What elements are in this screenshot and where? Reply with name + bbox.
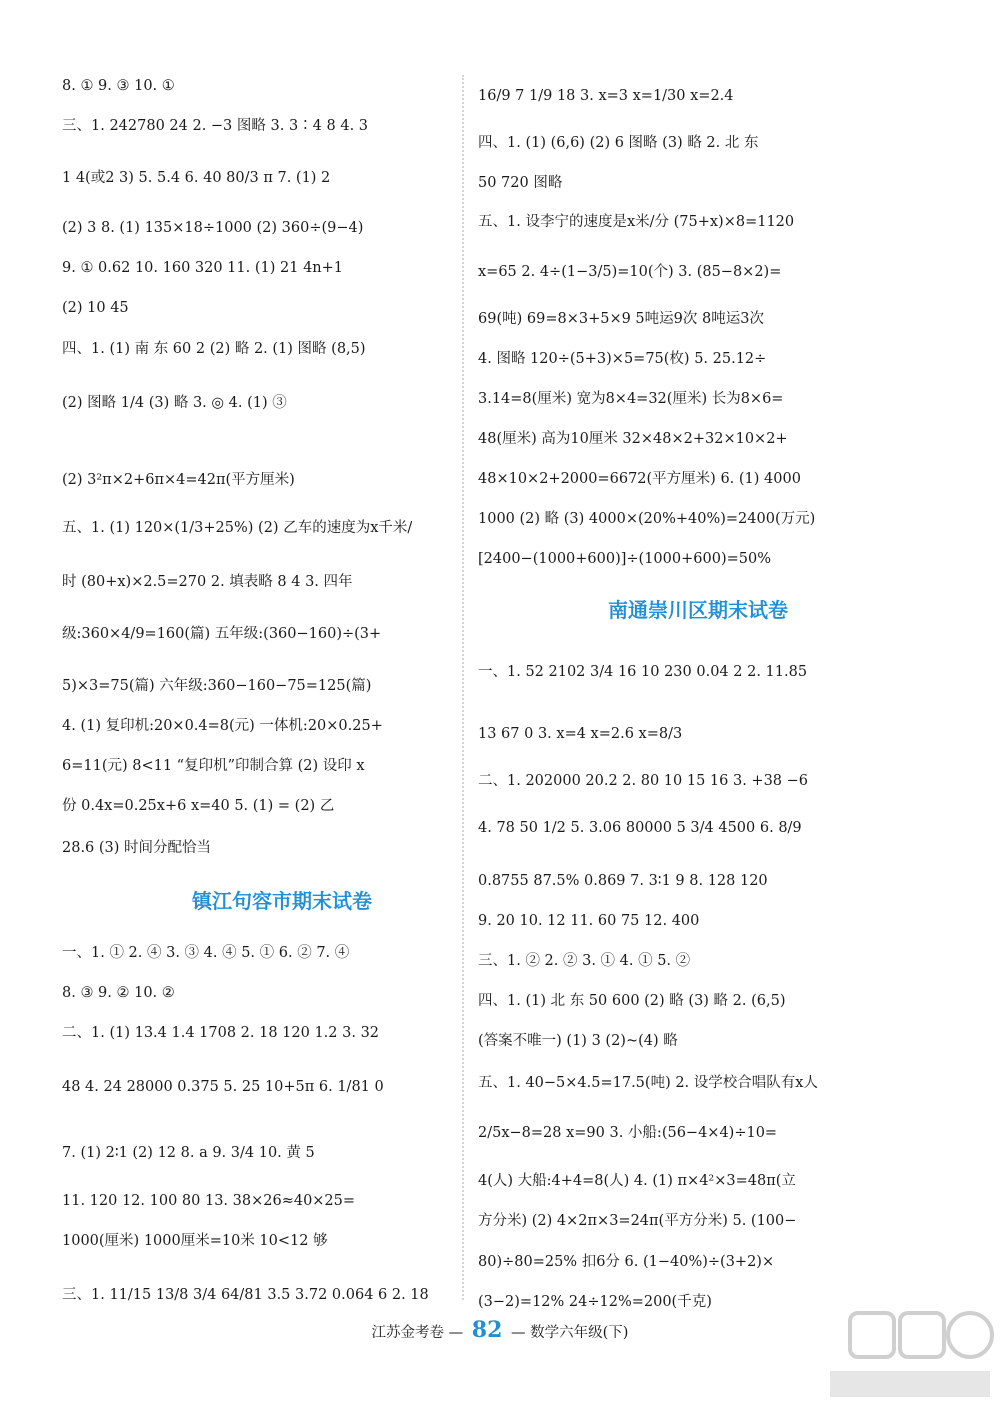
answer-line: 三、1. ② 2. ② 3. ① 4. ① 5. ② xyxy=(478,953,691,969)
answer-line: (2) 图略 1/4 (3) 略 3. ◎ 4. (1) ③ xyxy=(62,395,287,411)
answer-line: 9. 20 10. 12 11. 60 75 12. 400 xyxy=(478,913,700,929)
answer-line: 80)÷80=25% 扣6分 6. (1−40%)÷(3+2)× xyxy=(478,1254,775,1270)
answer-line: 四、1. (1) (6,6) (2) 6 图略 (3) 略 2. 北 东 xyxy=(478,135,759,151)
answer-line: 五、1. 设李宁的速度是x米/分 (75+x)×8=1120 xyxy=(478,214,795,230)
watermark-logo xyxy=(812,1305,1000,1405)
footer-dash-left: — xyxy=(448,1325,464,1341)
answer-line: 5)×3=75(篇) 六年级:360−160−75=125(篇) xyxy=(62,678,372,694)
answer-line: (3−2)=12% 24÷12%=200(千克) xyxy=(478,1294,712,1310)
answer-line: 五、1. 40−5×4.5=17.5(吨) 2. 设学校合唱队有x人 xyxy=(478,1075,818,1091)
answer-line: (2) 10 45 xyxy=(62,300,129,316)
section-heading: 镇江句容市期末试卷 xyxy=(192,889,372,913)
answer-line: [2400−(1000+600)]÷(1000+600)=50% xyxy=(478,551,771,567)
answer-line: 7. (1) 2∶1 (2) 12 8. a 9. 3/4 10. 黄 5 xyxy=(62,1145,315,1161)
answer-line: 3.14=8(厘米) 宽为8×4=32(厘米) 长为8×6= xyxy=(478,391,784,407)
answer-line: 69(吨) 69=8×3+5×9 5吨运9次 8吨运3次 xyxy=(478,311,764,327)
answer-line: 1000(厘米) 1000厘米=10米 10<12 够 xyxy=(62,1233,328,1249)
answer-line: 48 4. 24 28000 0.375 5. 25 10+5π 6. 1/81 0 xyxy=(62,1079,384,1095)
answer-line: 三、1. 11/15 13/8 3/4 64/81 3.5 3.72 0.064 6 2. 18 xyxy=(62,1287,429,1303)
page-number: 82 xyxy=(471,1317,503,1343)
answer-line: 48×10×2+2000=6672(平方厘米) 6. (1) 4000 xyxy=(478,471,801,487)
answer-line: (2) 3²π×2+6π×4=42π(平方厘米) xyxy=(62,472,295,488)
answer-line: 4. 78 50 1/2 5. 3.06 80000 5 3/4 4500 6. 8/9 xyxy=(478,820,802,836)
answer-line: 五、1. (1) 120×(1/3+25%) (2) 乙车的速度为x千米/ xyxy=(62,520,413,536)
footer-dash-right: — xyxy=(511,1325,526,1341)
answer-line: 一、1. ① 2. ④ 3. ③ 4. ④ 5. ① 6. ② 7. ④ xyxy=(62,945,350,961)
answer-line: 48(厘米) 高为10厘米 32×48×2+32×10×2+ xyxy=(478,431,788,447)
answer-line: 8. ① 9. ③ 10. ① xyxy=(62,78,175,94)
answer-line: 28.6 (3) 时间分配恰当 xyxy=(62,840,212,856)
answer-line: x=65 2. 4÷(1−3/5)=10(个) 3. (85−8×2)= xyxy=(478,264,782,280)
answer-line: 级:360×4/9=160(篇) 五年级:(360−160)÷(3+ xyxy=(62,626,382,642)
answer-line: (2) 3 8. (1) 135×18÷1000 (2) 360÷(9−4) xyxy=(62,220,364,236)
answer-line: 8. ③ 9. ② 10. ② xyxy=(62,985,175,1001)
answer-line: 时 (80+x)×2.5=270 2. 填表略 8 4 3. 四年 xyxy=(62,574,353,590)
footer-book-title: 江苏金考卷 xyxy=(371,1325,445,1341)
answer-line: 1 4(或2 3) 5. 5.4 6. 40 80/3 π 7. (1) 2 xyxy=(62,170,331,186)
answer-line: 2/5x−8=28 x=90 3. 小船:(56−4×4)÷10= xyxy=(478,1125,778,1141)
answer-line: 13 67 0 3. x=4 x=2.6 x=8/3 xyxy=(478,726,683,742)
column-divider xyxy=(462,75,464,1300)
answer-line: 二、1. 202000 20.2 2. 80 10 15 16 3. +38 −6 xyxy=(478,773,809,789)
answer-line: 方分米) (2) 4×2π×3=24π(平方分米) 5. (100− xyxy=(478,1213,797,1229)
answer-line: 一、1. 52 2102 3/4 16 10 230 0.04 2 2. 11.85 xyxy=(478,664,808,680)
footer-subject: 数学六年级(下) xyxy=(530,1325,629,1341)
answer-line: 三、1. 242780 24 2. −3 图略 3. 3∶4 8 4. 3 xyxy=(62,118,369,134)
section-heading: 南通崇川区期末试卷 xyxy=(608,598,788,622)
answer-line: 1000 (2) 略 (3) 4000×(20%+40%)=2400(万元) xyxy=(478,511,816,527)
answer-line: 50 720 图略 xyxy=(478,175,563,191)
answer-line: 四、1. (1) 北 东 50 600 (2) 略 (3) 略 2. (6,5) xyxy=(478,993,786,1009)
answer-line: 4. (1) 复印机:20×0.4=8(元) 一体机:20×0.25+ xyxy=(62,718,383,734)
answer-line: 4(人) 大船:4+4=8(人) 4. (1) π×4²×3=48π(立 xyxy=(478,1173,796,1189)
answer-line: 二、1. (1) 13.4 1.4 1708 2. 18 120 1.2 3. 32 xyxy=(62,1025,380,1041)
answer-line: 4. 图略 120÷(5+3)×5=75(枚) 5. 25.12÷ xyxy=(478,351,767,367)
answer-line: 份 0.4x=0.25x+6 x=40 5. (1) = (2) 乙 xyxy=(62,798,335,814)
answer-line: 16/9 7 1/9 18 3. x=3 x=1/30 x=2.4 xyxy=(478,88,734,104)
answer-line: 四、1. (1) 南 东 60 2 (2) 略 2. (1) 图略 (8,5) xyxy=(62,341,366,357)
answer-line: 0.8755 87.5% 0.869 7. 3∶1 9 8. 128 120 xyxy=(478,873,768,889)
answer-line: 9. ① 0.62 10. 160 320 11. (1) 21 4n+1 xyxy=(62,260,344,276)
answer-line: (答案不唯一) (1) 3 (2)~(4) 略 xyxy=(478,1033,678,1049)
answer-line: 6=11(元) 8<11 “复印机”印制合算 (2) 设印 x xyxy=(62,758,365,774)
answer-line: 11. 120 12. 100 80 13. 38×26≈40×25= xyxy=(62,1193,356,1209)
